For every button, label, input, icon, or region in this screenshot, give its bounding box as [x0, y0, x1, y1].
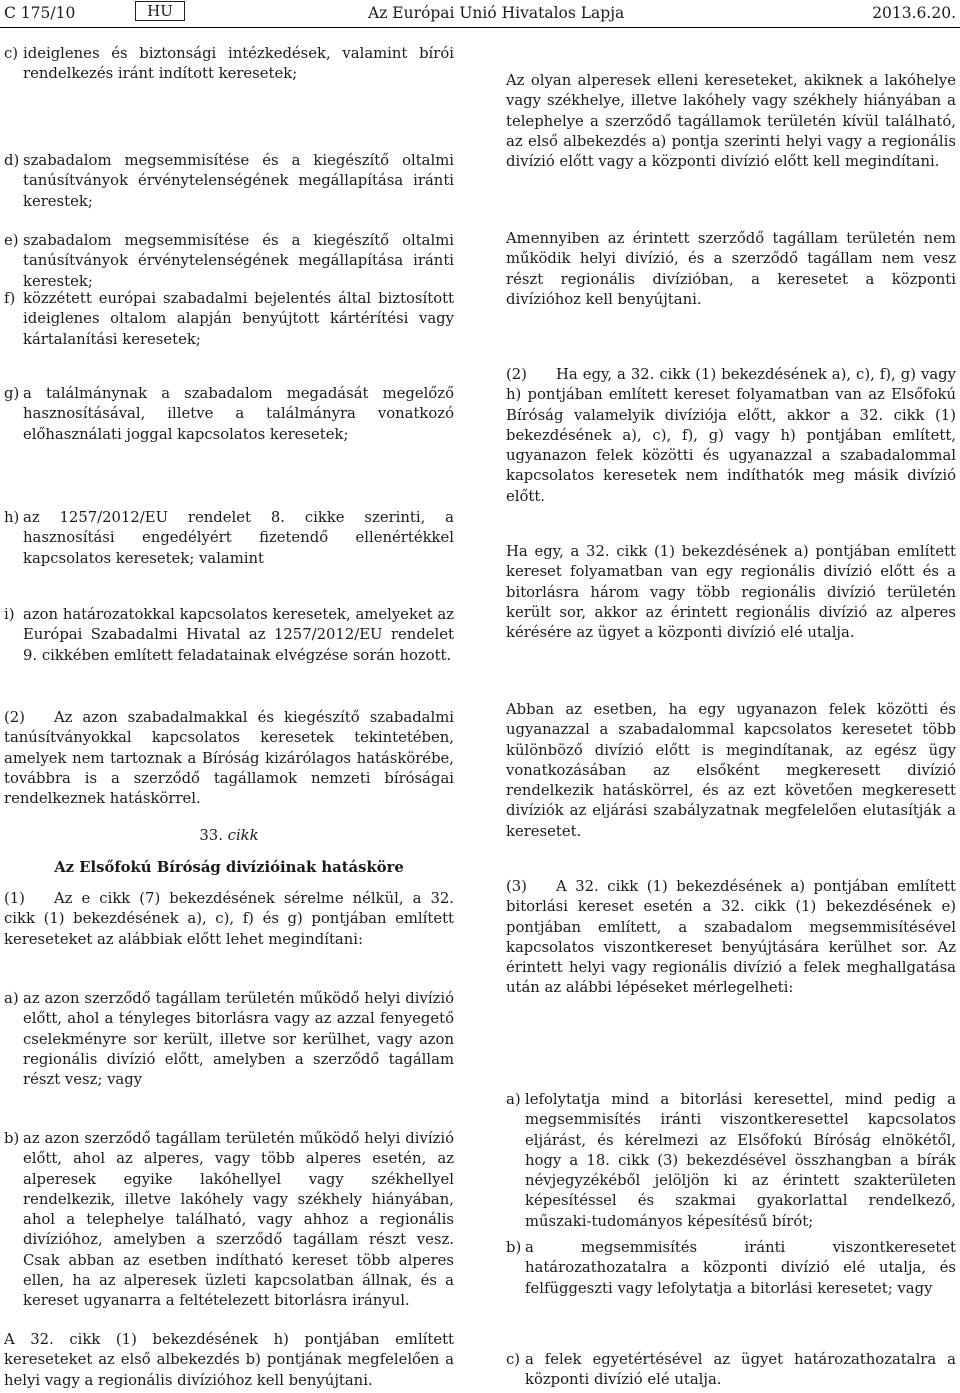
paragraph-text: Ha egy, a 32. cikk (1) bekezdésének a), c), f), g) vagy h) pontjában említett kereset folyamatban van az Elsőfokú Bíróság valamelyik divíziója előtt, akkor a 32. cikk (1) bekezdésének a), c), f), g) vagy h) pontjában említett, ugyanazon felek közötti és ugyanazzal a szabadalommal kapcsolatos keresetek nem indíthatók meg másik divízió előtt. — [506, 366, 956, 505]
item-text: a megsemmisítés iránti viszontkeresetet határozathozatalra a központi divízió elé utalja, és felfüggeszti vagy lefolytatja a bitorlási keresetet; vagy — [525, 1239, 956, 1297]
language-badge: HU — [135, 1, 185, 21]
item-text: az azon szerződő tagállam területén működő helyi divízió előtt, ahol az alperes, vagy több alperes esetén, az alperesek egyike lakóhellyel vagy székhellyel rendelkezik, illetve lakóhely vagy székhely hiányában, ahol a telephelye található, vagy ahhoz a regionális divízióhoz, amelyben a szerződő tagállam részt vesz. Csak abban az esetben indítható kereset több alperes ellen, ha az alperesek üzleti kapcsolatban állnak, és a kereset ugyanarra a feltételezett bitorlásra irányul. — [23, 1130, 454, 1310]
paragraph-number: (2) — [4, 709, 25, 726]
item-label: c) — [4, 45, 19, 62]
item-text: a találmánynak a szabadalom megadását megelőző hasznosításával, illetve a találmányra vonatkozó előhasználati joggal kapcsolatos keresetek; — [23, 385, 454, 443]
item-e — [4, 231, 454, 292]
paragraph-2 — [4, 708, 454, 809]
item-b — [4, 1129, 454, 1312]
publication-date: 2013.6.20. — [872, 4, 956, 22]
item-d — [4, 151, 454, 212]
item-label: e) — [4, 232, 19, 249]
item-g — [4, 384, 454, 445]
right-paragraph-1: Az olyan alperesek elleni kereseteket, akiknek a lakóhelye vagy székhelye, illetve lakóhely vagy székhely hiányában a telephelye a szerződő tagállamok területén kívül található, az első albekezdés a) pontja szerinti helyi vagy a regionális divízió előtt vagy a központi divízió előtt kell megindítani. — [506, 72, 956, 171]
paragraph-text: A 32. cikk (1) bekezdésének a) pontjában említett bitorlási kereset esetén a 32. cikk (1) bekezdésének e) pontjában említett, a szabadalom megsemmisítésével kapcsolatos viszontkereset benyújtására kerülhet sor. Az érintett helyi vagy regionális divízió a felek meghallgatása után az alábbi lépéseket mérlegelheti: — [506, 878, 956, 997]
item-i — [4, 605, 454, 666]
item-text: szabadalom megsemmisítése és a kiegészítő oltalmi tanúsítványok érvénytelenségének megállapítása iránti kerestek; — [23, 232, 454, 290]
right-item-a — [506, 1090, 956, 1232]
journal-title: Az Európai Unió Hivatalos Lapja — [368, 4, 625, 22]
item-a — [4, 989, 454, 1090]
right-item-b — [506, 1238, 956, 1299]
article-title: Az Elsőfokú Bíróság divízióinak hatásköre — [54, 859, 404, 876]
paragraph-text: Az e cikk (7) bekezdésének sérelme nélkül, a 32. cikk (1) bekezdésének a), c), f) és g) pontjában említett kereseteket az alábbiak előtt lehet megindítani: — [4, 890, 454, 948]
page-reference: C 175/10 — [4, 4, 76, 22]
item-label: g) — [4, 385, 20, 402]
item-label: c) — [506, 1351, 521, 1368]
right-paragraph-3 — [506, 365, 956, 507]
header-rule — [0, 27, 960, 28]
article-number — [4, 826, 454, 846]
item-text: lefolytatja mind a bitorlási keresettel, mind pedig a megsemmisítés iránti viszontkeresettel kapcsolatos eljárást, és kérelmezi az Elsőfokú Bíróság elnökétől, hogy a 18. cikk (3) bekezdésével összhangban a bírák névjegyzékéből jelöljön ki az érintett szakterületen képesítéssel és szakmai gyakorlattal rendelkező, műszaki-tudományos képesítésű bírót; — [525, 1091, 956, 1230]
item-label: b) — [4, 1130, 20, 1147]
item-f — [4, 289, 454, 350]
paragraph-1 — [4, 889, 454, 950]
item-text: az azon szerződő tagállam területén működő helyi divízió előtt, ahol a tényleges bitorlásra vagy az azzal fenyegető cselekményre sor került, illetve sor kerülhet, vagy azon regionális divízió előtt, amelyben a szerződő tagállam részt vesz; vagy — [23, 990, 454, 1089]
item-label: b) — [506, 1239, 522, 1256]
paragraph-number: (1) — [4, 890, 25, 907]
item-text: azon határozatokkal kapcsolatos keresetek, amelyeket az Európai Szabadalmi Hivatal az 1257/2012/EU rendelet 9. cikkében említett feladatainak elvégzése során hozott. — [23, 606, 454, 664]
right-paragraph-4: Ha egy, a 32. cikk (1) bekezdésének a) pontjában említett kereset folyamatban van egy regionális divízió előtt és a bitorlásra három vagy több regionális divízió területén került sor, akkor az érintett regionális divízió az alperes kérésére az ügyet a központi divízió elé utalja. — [506, 543, 956, 642]
right-paragraph-6 — [506, 877, 956, 999]
right-paragraph-5: Abban az esetben, ha egy ugyanazon felek közötti és ugyanazzal a szabadalommal kapcsolatos keresetet több különböző divízió előtt is megindítanak, az egész ügy vonatkozásában az elsőként megkeresett divízió rendelkezik hatáskörrel, és az ezt követően megkeresett divíziók az eljárási szabályzatnak megfelelően elutasítják a keresetet. — [506, 701, 956, 840]
right-item-c — [506, 1350, 956, 1391]
item-label: i) — [4, 606, 15, 623]
item-text: a felek egyetértésével az ügyet határozathozatalra a központi divízió elé utalja. — [525, 1351, 956, 1389]
paragraph-number: (3) — [506, 878, 527, 895]
item-h — [4, 508, 454, 569]
item-label: f) — [4, 290, 16, 307]
article-word: cikk — [227, 827, 259, 844]
closing-paragraph: A 32. cikk (1) bekezdésének h) pontjában említett kereseteket az első albekezdés b) pontjának megfelelően a helyi vagy a regionális divízióhoz kell benyújtani. — [4, 1331, 454, 1389]
item-text: az 1257/2012/EU rendelet 8. cikke szerinti, a hasznosítási engedélyért fizetendő ellenértékkel kapcsolatos keresetek; valamint — [23, 509, 454, 567]
right-paragraph-2: Amennyiben az érintett szerződő tagállam területén nem működik helyi divízió, és a szerződő tagállam nem vesz részt regionális divízióban, a keresetet a központi divízióhoz kell benyújtani. — [506, 230, 956, 308]
page-header — [0, 0, 960, 26]
item-label: h) — [4, 509, 20, 526]
paragraph-text: Az azon szabadalmakkal és kiegészítő szabadalmi tanúsítványokkal kapcsolatos keresetek tekintetében, amelyek nem tartoznak a Bíróság kizárólagos hatáskörébe, továbbra is a szerződő tagállamok nemzeti bíróságai rendelkeznek hatáskörrel. — [4, 709, 454, 808]
item-c — [4, 44, 454, 85]
item-label: a) — [506, 1091, 521, 1108]
paragraph-number: (2) — [506, 366, 527, 383]
item-text: szabadalom megsemmisítése és a kiegészítő oltalmi tanúsítványok érvénytelenségének megállapítása iránti kerestek; — [23, 152, 454, 210]
item-label: d) — [4, 152, 20, 169]
item-label: a) — [4, 990, 19, 1007]
item-text: közzétett európai szabadalmi bejelentés által biztosított ideiglenes oltalom alapján benyújtott kártérítési vagy kártalanítási keresetek; — [23, 290, 454, 348]
item-text: ideiglenes és biztonsági intézkedések, valamint bírói rendelkezés iránt indított keresetek; — [23, 45, 454, 83]
article-number-value: 33. — [199, 827, 223, 844]
